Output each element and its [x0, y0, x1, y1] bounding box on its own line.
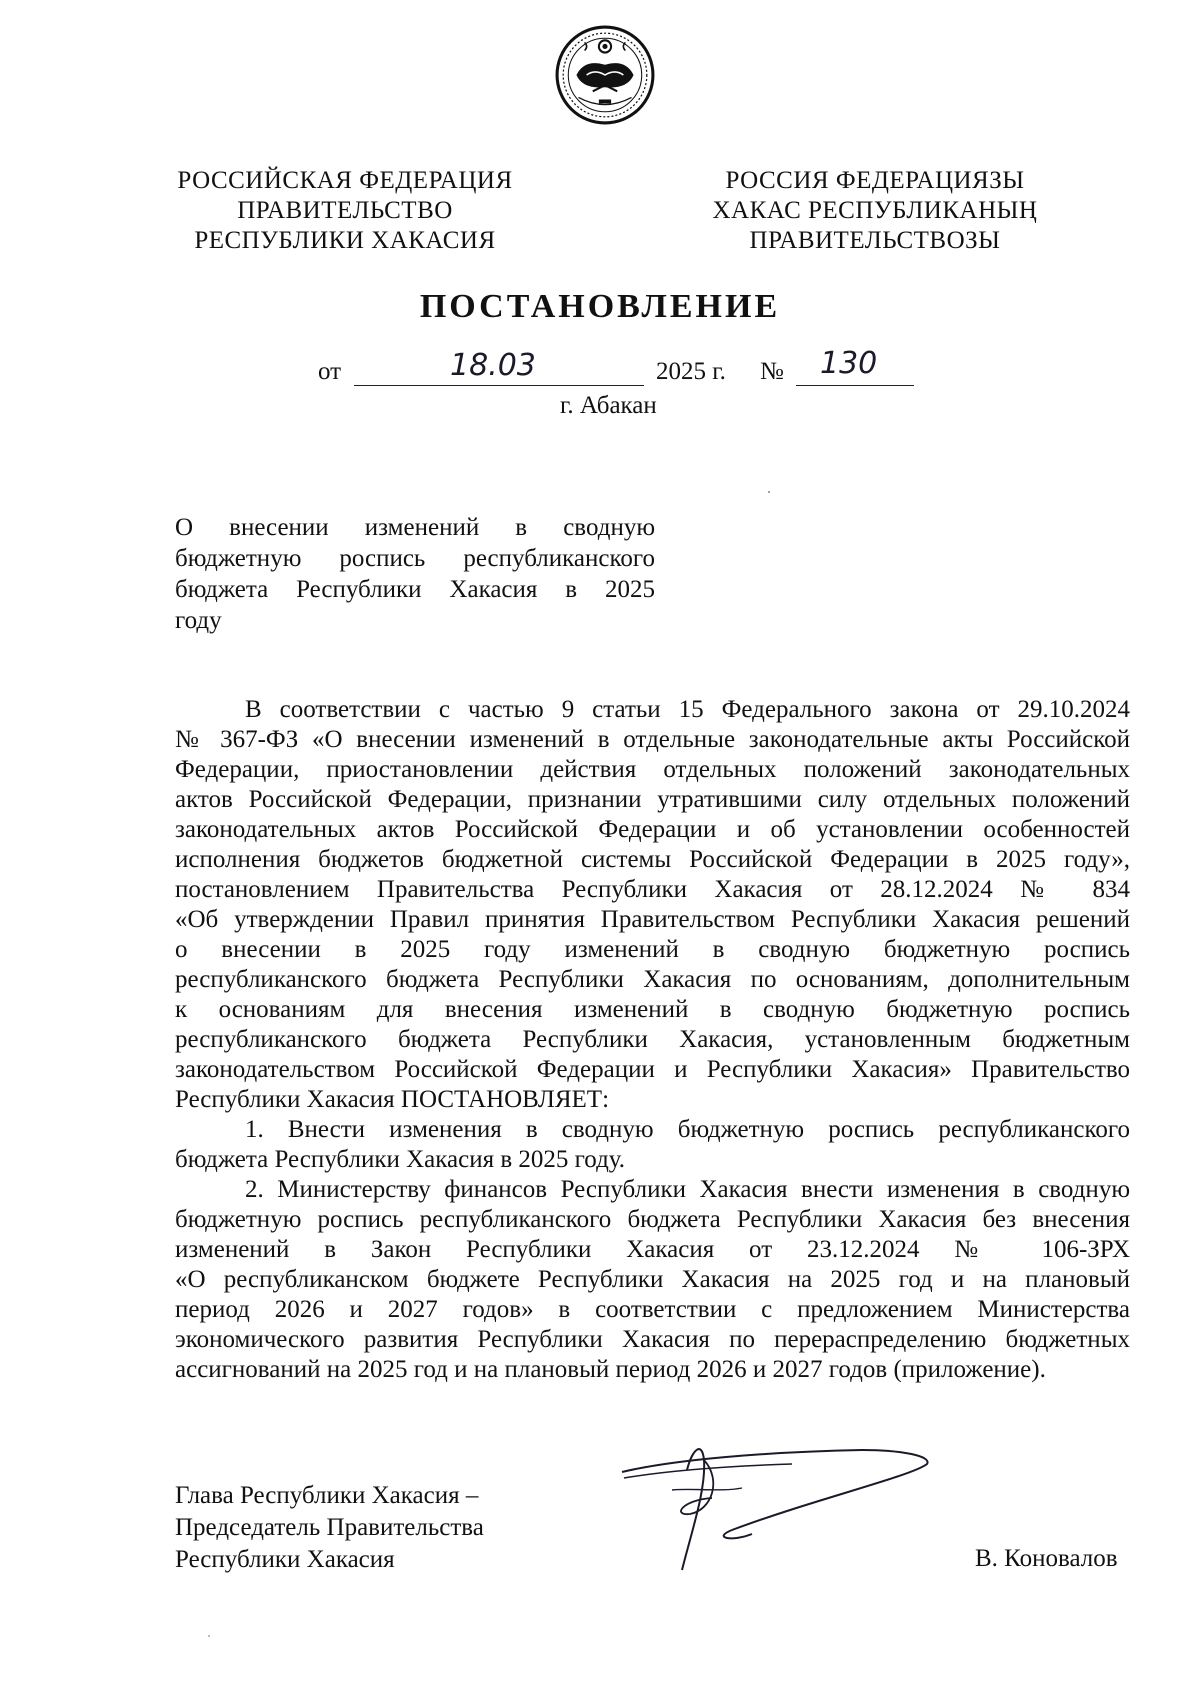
signer-position-line: Республики Хакасия — [175, 1546, 395, 1573]
body-line: ассигнований на 2025 год и на плановый период 2026 и 2027 годов (приложение). — [175, 1356, 1046, 1383]
header-right-line: РОССИЯ ФЕДЕРАЦИЯЗЫ — [725, 167, 1025, 194]
body-line: законодательных актов Российской Федерации и об установлении особенностей — [175, 816, 1130, 843]
header-right-khakas — [705, 166, 1045, 256]
document-body — [175, 695, 1130, 1385]
body-line: постановлением Правительства Республики Хакасия от 28.12.2024 № 834 — [175, 876, 1130, 903]
from-label: от — [318, 358, 342, 385]
signer-position — [175, 1480, 484, 1576]
body-line: Федерации, приостановлении действия отдельных положений законодательных — [175, 756, 1130, 783]
signer-name: В. Коновалов — [975, 1545, 1118, 1572]
year-label: 2025 г. — [656, 358, 726, 385]
handwritten-signature — [612, 1430, 942, 1580]
body-line: исполнения бюджетов бюджетной системы Российской Федерации в 2025 году», — [175, 846, 1130, 873]
header-right-line: ПРАВИТЕЛЬСТВОЗЫ — [749, 227, 1001, 254]
subject-line: году — [175, 607, 222, 634]
body-line: о внесении в 2025 году изменений в сводную бюджетную роспись — [175, 936, 1130, 963]
header-left-line: РЕСПУБЛИКИ ХАКАСИЯ — [194, 227, 496, 254]
header-left-line: ПРАВИТЕЛЬСТВО — [237, 197, 453, 224]
handwritten-number: 130 — [820, 346, 878, 381]
body-line: изменений в Закон Республики Хакасия от 23.12.2024 № 106-ЗРХ — [175, 1236, 1130, 1263]
header-right-line: ХАКАС РЕСПУБЛИКАНЫҢ — [712, 197, 1038, 224]
body-line: период 2026 и 2027 годов» в соответствии с предложением Министерства — [175, 1296, 1130, 1323]
body-line-clause-2: 2. Министерству финансов Республики Хакасия внести изменения в сводную — [245, 1176, 1130, 1203]
number-underline — [796, 385, 914, 386]
signer-position-line: Председатель Правительства — [175, 1514, 484, 1541]
document-type-title: ПОСТАНОВЛЕНИЕ — [419, 288, 781, 325]
body-line: актов Российской Федерации, признании утратившими силу отдельных положений — [175, 786, 1130, 813]
header-left-russian — [165, 166, 525, 256]
body-line: № 367-ФЗ «О внесении изменений в отдельные законодательные акты Российской — [175, 726, 1130, 753]
signer-position-line: Глава Республики Хакасия – — [175, 1482, 479, 1509]
body-line: бюджетную роспись республиканского бюджета Республики Хакасия без внесения — [175, 1206, 1130, 1233]
body-line: Республики Хакасия ПОСТАНОВЛЯЕТ: — [175, 1086, 610, 1113]
scan-artifact — [768, 491, 770, 493]
date-number-line — [0, 346, 1200, 392]
number-label: № — [760, 358, 784, 385]
body-line: к основаниям для внесения изменений в сводную бюджетную роспись — [175, 996, 1130, 1023]
body-line: «О республиканском бюджете Республики Хакасия на 2025 год и на плановый — [175, 1266, 1130, 1293]
header-left-line: РОССИЙСКАЯ ФЕДЕРАЦИЯ — [177, 167, 513, 194]
body-line: бюджета Республики Хакасия в 2025 году. — [175, 1146, 626, 1173]
body-line-clause-1: 1. Внести изменения в сводную бюджетную роспись республиканского — [245, 1116, 1130, 1143]
subject-line: бюджета Республики Хакасия в 2025 — [175, 576, 655, 603]
document-subject — [175, 512, 655, 636]
subject-line: бюджетную роспись республиканского — [175, 545, 655, 572]
subject-line: О внесении изменений в сводную — [175, 514, 655, 541]
body-line: законодательством Российской Федерации и Республики Хакасия» Правительство — [175, 1056, 1130, 1083]
coat-of-arms-emblem — [554, 24, 656, 126]
date-underline — [354, 385, 644, 386]
city-label: г. Абакан — [560, 392, 657, 419]
handwritten-date: 18.03 — [450, 348, 536, 383]
body-line: экономического развития Республики Хакасия по перераспределению бюджетных — [175, 1326, 1130, 1353]
body-line: республиканского бюджета Республики Хакасия по основаниям, дополнительным — [175, 966, 1130, 993]
body-line: «Об утверждении Правил принятия Правительством Республики Хакасия решений — [175, 906, 1130, 933]
scan-artifact — [208, 1635, 210, 1637]
body-line: В соответствии с частью 9 статьи 15 Федерального закона от 29.10.2024 — [245, 696, 1130, 723]
body-line: республиканского бюджета Республики Хакасия, установленным бюджетным — [175, 1026, 1130, 1053]
